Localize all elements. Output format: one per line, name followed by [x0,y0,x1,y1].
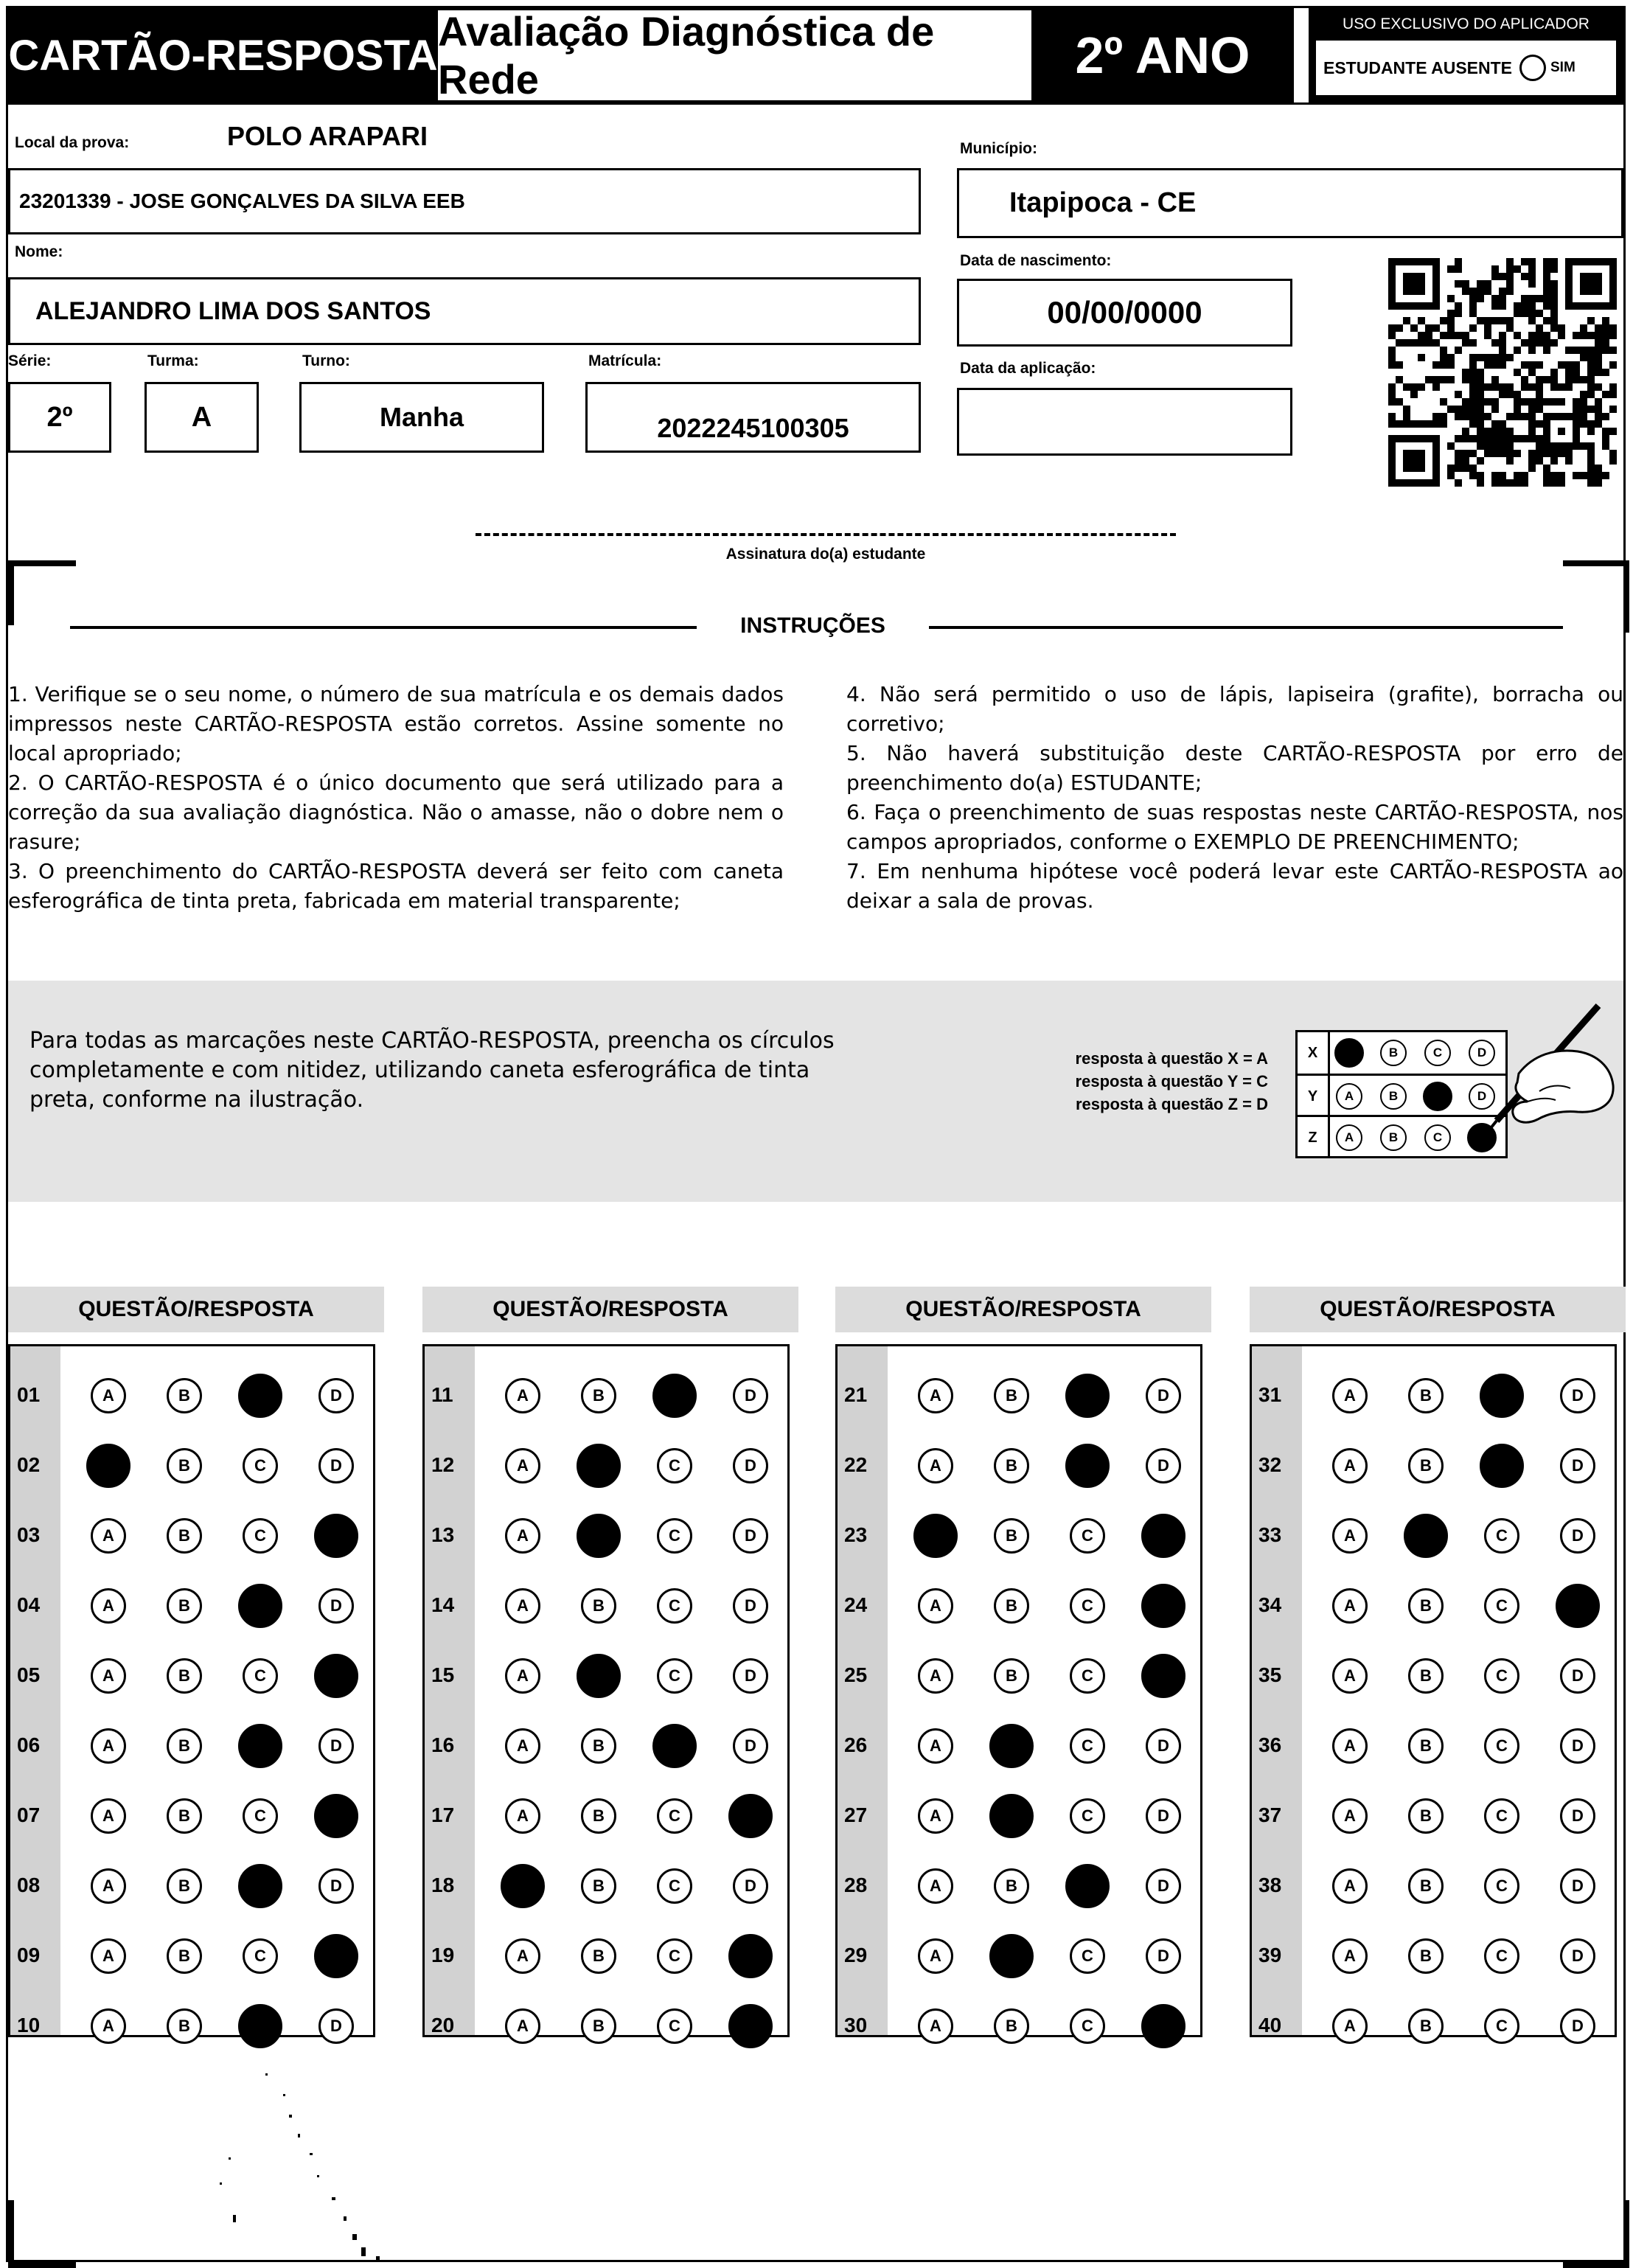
answer-bubble-q12-a[interactable]: A [505,1448,540,1483]
answer-bubble-q39-c[interactable]: C [1484,1938,1519,1974]
corner-mark-top-right [1563,560,1629,633]
answer-bubble-q14-b[interactable]: B [581,1588,616,1624]
question-number: 11 [431,1383,453,1406]
signature-line[interactable] [476,533,1176,536]
answer-bubble-q13-d[interactable]: D [733,1518,768,1554]
answer-bubble-q22-b[interactable]: B [994,1448,1029,1483]
question-number: 18 [431,1874,455,1896]
question-number: 09 [17,1944,41,1966]
name-field: ALEJANDRO LIMA DOS SANTOS [8,277,921,345]
fill-example-text: Para todas as marcações neste CARTÃO-RESPOSTA, preencha os círculos completamente e com nitidez, utilizando caneta esferográfica de tinta preta, conforme na ilustração. [29,1028,835,1113]
answer-bubble-q39-b[interactable]: B [1408,1938,1444,1974]
answer-bubble-q40-b[interactable]: B [1408,2008,1444,2044]
answer-bubble-q05-c[interactable]: C [243,1658,278,1694]
instruction-5: 5. Não haverá substituição deste CARTÃO-RESPOSTA por erro de preenchimento do(a) ESTUDANTE; [846,741,1623,795]
answer-bubble-q38-c[interactable]: C [1484,1868,1519,1904]
answer-bubble-q15-b[interactable] [577,1654,621,1698]
question-number: 19 [431,1944,455,1966]
class-label: Turma: [147,352,199,369]
answer-bubble-q18-a[interactable] [501,1864,545,1908]
legend-line-z: resposta à questão Z = D [1075,1095,1268,1113]
answer-bubble-q16-b[interactable]: B [581,1728,616,1764]
card-title: CARTÃO-RESPOSTA [8,8,438,102]
answer-bubble-q33-a[interactable]: A [1332,1518,1368,1554]
answer-bubble-q04-a[interactable]: A [91,1588,126,1624]
answer-bubble-q34-c[interactable]: C [1484,1588,1519,1624]
qr-code [1388,258,1617,487]
question-number: 26 [844,1733,868,1756]
answer-bubble-q06-c[interactable] [238,1724,282,1768]
absent-checkbox[interactable] [1519,55,1546,81]
answer-bubble-q36-c[interactable]: C [1484,1728,1519,1764]
answer-bubble-q30-b[interactable]: B [994,2008,1029,2044]
answer-bubble-q25-a[interactable]: A [918,1658,953,1694]
answer-bubble-q17-a[interactable]: A [505,1798,540,1834]
answer-bubble-q29-d[interactable]: D [1146,1938,1181,1974]
column-title: QUESTÃO/RESPOSTA [1250,1287,1626,1332]
answer-bubble-q02-c[interactable]: C [243,1448,278,1483]
answer-bubble-q11-b[interactable]: B [581,1378,616,1413]
answer-bubble-q04-c[interactable] [238,1584,282,1628]
answer-bubble-q23-a[interactable] [913,1514,958,1558]
answer-bubble-q40-a[interactable]: A [1332,2008,1368,2044]
question-number: 22 [844,1453,868,1476]
answer-bubble-q32-d[interactable]: D [1560,1448,1595,1483]
answer-bubble-q31-a[interactable]: A [1332,1378,1368,1413]
answer-bubble-q11-d[interactable]: D [733,1378,768,1413]
answer-bubble-q21-c[interactable] [1065,1374,1110,1418]
instruction-3: 3. O preenchimento do CARTÃO-RESPOSTA deverá ser feito com caneta esferográfica de tinta preta, fabricada em material transparente; [8,859,784,913]
question-number: 05 [17,1663,41,1686]
answer-bubble-q14-c[interactable]: C [657,1588,692,1624]
answer-bubble-q32-b[interactable]: B [1408,1448,1444,1483]
instruction-4: 4. Não será permitido o uso de lápis, lapiseira (grafite), borracha ou corretivo; [846,682,1623,736]
corner-mark-bottom-right [1563,2200,1629,2268]
answer-bubble-q10-b[interactable]: B [167,2008,202,2044]
answer-bubble-q35-b[interactable]: B [1408,1658,1444,1694]
grade-label: 2º ANO [1031,8,1294,102]
question-number: 38 [1258,1874,1282,1896]
answer-bubble-q36-b[interactable]: B [1408,1728,1444,1764]
answer-bubble-q12-d[interactable]: D [733,1448,768,1483]
answer-bubble-q24-c[interactable]: C [1070,1588,1105,1624]
answer-bubble-q04-d[interactable]: D [318,1588,354,1624]
legend-line-x: resposta à questão X = A [1075,1049,1268,1068]
answer-bubble-q02-a[interactable] [86,1444,130,1488]
answer-bubble-q30-d[interactable] [1141,2004,1185,2048]
instruction-2: 2. O CARTÃO-RESPOSTA é o único documento que será utilizado para a correção da sua avaliação diagnóstica. Não o amasse, não o dobre nem o rasure; [8,771,784,854]
answer-bubble-q20-c[interactable]: C [657,2008,692,2044]
registration-label: Matrícula: [588,352,662,369]
answer-bubble-q16-d[interactable]: D [733,1728,768,1764]
answer-bubble-q10-a[interactable]: A [91,2008,126,2044]
class-field: A [145,382,259,453]
answer-bubble-q31-d[interactable]: D [1560,1378,1595,1413]
answer-bubble-q28-b[interactable]: B [994,1868,1029,1904]
answer-bubble-q15-c[interactable]: C [657,1658,692,1694]
answer-bubble-q19-c[interactable]: C [657,1938,692,1974]
answer-bubble-q21-d[interactable]: D [1146,1378,1181,1413]
answer-bubble-q19-d[interactable] [728,1934,773,1978]
applicator-box [1309,8,1623,102]
question-number: 39 [1258,1944,1282,1966]
answer-bubble-q27-b[interactable] [989,1794,1034,1838]
municipality-field: Itapipoca - CE [957,168,1623,238]
answer-bubble-q25-b[interactable]: B [994,1658,1029,1694]
example-bubble-a: A [1336,1124,1362,1151]
answer-bubble-q22-a[interactable]: A [918,1448,953,1483]
answer-bubble-q11-a[interactable]: A [505,1378,540,1413]
answer-bubble-q25-c[interactable]: C [1070,1658,1105,1694]
question-number: 06 [17,1733,41,1756]
answer-bubble-q12-c[interactable]: C [657,1448,692,1483]
series-field: 2º [8,382,111,453]
question-number: 17 [431,1803,455,1826]
question-number: 15 [431,1663,455,1686]
registration-field: 2022245100305 [585,382,921,453]
example-bubble-b: B [1380,1124,1407,1151]
answer-bubble-q03-b[interactable]: B [167,1518,202,1554]
answer-bubble-q04-b[interactable]: B [167,1588,202,1624]
exam-location-value: POLO ARAPARI [227,121,428,151]
example-row-label: Y [1298,1076,1330,1117]
answer-bubble-q34-d[interactable] [1556,1584,1600,1628]
answer-bubble-q38-d[interactable]: D [1560,1868,1595,1904]
answer-bubble-q20-b[interactable]: B [581,2008,616,2044]
answer-bubble-q10-c[interactable] [238,2004,282,2048]
instructions-rule-right [929,626,1563,629]
answer-bubble-q06-b[interactable]: B [167,1728,202,1764]
question-number: 36 [1258,1733,1282,1756]
answer-bubble-q24-d[interactable] [1141,1584,1185,1628]
example-bubble-a [1334,1038,1364,1068]
answer-bubble-q01-d[interactable]: D [318,1378,354,1413]
answer-bubble-q07-c[interactable]: C [243,1798,278,1834]
answer-bubble-q08-d[interactable]: D [318,1868,354,1904]
answer-bubble-q21-b[interactable]: B [994,1378,1029,1413]
question-number: 35 [1258,1663,1282,1686]
answer-bubble-q27-a[interactable]: A [918,1798,953,1834]
legend-line-y: resposta à questão Y = C [1075,1072,1268,1090]
series-label: Série: [8,352,52,369]
answer-bubble-q01-b[interactable]: B [167,1378,202,1413]
question-number: 01 [17,1383,41,1406]
column-title: QUESTÃO/RESPOSTA [835,1287,1211,1332]
header-divider [8,102,1623,105]
question-number: 34 [1258,1593,1282,1616]
example-bubble-c: C [1424,1124,1451,1151]
application-date-field[interactable] [957,388,1292,456]
question-number: 21 [844,1383,868,1406]
birth-date-field: 00/00/0000 [957,279,1292,347]
example-bubble-c [1423,1082,1452,1111]
question-number: 32 [1258,1453,1282,1476]
answer-bubble-q17-d[interactable] [728,1794,773,1838]
answer-bubble-q37-c[interactable]: C [1484,1798,1519,1834]
answer-bubble-q31-b[interactable]: B [1408,1378,1444,1413]
answer-bubble-q37-a[interactable]: A [1332,1798,1368,1834]
answer-bubble-q27-c[interactable]: C [1070,1798,1105,1834]
shift-field: Manha [299,382,544,453]
answer-bubble-q35-d[interactable]: D [1560,1658,1595,1694]
answer-bubble-q11-c[interactable] [652,1374,697,1418]
answer-bubble-q28-d[interactable]: D [1146,1868,1181,1904]
question-number-strip [838,1346,888,2035]
question-number: 37 [1258,1803,1282,1826]
answer-bubble-q27-d[interactable]: D [1146,1798,1181,1834]
question-number: 29 [844,1944,868,1966]
answer-bubble-q22-c[interactable] [1065,1444,1110,1488]
instructions-rule-left [70,626,697,629]
question-number-strip [1252,1346,1302,2035]
shift-label: Turno: [302,352,350,369]
question-number: 16 [431,1733,455,1756]
answer-bubble-q19-b[interactable]: B [581,1938,616,1974]
answer-bubble-q32-a[interactable]: A [1332,1448,1368,1483]
answer-bubble-q09-d[interactable] [314,1934,358,1978]
answer-bubble-q08-a[interactable]: A [91,1868,126,1904]
answer-bubble-q38-a[interactable]: A [1332,1868,1368,1904]
question-number: 20 [431,2014,455,2036]
question-number: 23 [844,1523,868,1546]
hand-pen-icon [1474,1003,1622,1150]
question-number: 02 [17,1453,41,1476]
applicator-title: USO EXCLUSIVO DO APLICADOR [1343,15,1590,32]
answer-bubble-q37-b[interactable]: B [1408,1798,1444,1834]
question-number: 08 [17,1874,41,1896]
answer-bubble-q08-b[interactable]: B [167,1868,202,1904]
corner-mark-top-left [8,560,76,625]
corner-mark-bottom-left [8,2200,76,2268]
answer-bubble-q02-d[interactable]: D [318,1448,354,1483]
answer-bubble-q06-a[interactable]: A [91,1728,126,1764]
instruction-6: 6. Faça o preenchimento de suas respostas neste CARTÃO-RESPOSTA, nos campos apropriados, conforme o EXEMPLO DE PREENCHIMENTO; [846,800,1623,854]
answer-bubble-q19-a[interactable]: A [505,1938,540,1974]
instructions-right-column [846,680,1623,916]
birth-date-label: Data de nascimento: [960,252,1112,269]
answer-bubble-q17-b[interactable]: B [581,1798,616,1834]
answer-bubble-q32-c[interactable] [1480,1444,1524,1488]
answer-bubble-q40-c[interactable]: C [1484,2008,1519,2044]
answer-bubble-q26-c[interactable]: C [1070,1728,1105,1764]
question-number: 24 [844,1593,868,1616]
answer-bubble-q07-d[interactable] [314,1794,358,1838]
school-field: 23201339 - JOSE GONÇALVES DA SILVA EEB [8,168,921,234]
answer-bubble-q16-c[interactable] [652,1724,697,1768]
answer-bubble-q21-a[interactable]: A [918,1378,953,1413]
answer-bubble-q03-a[interactable]: A [91,1518,126,1554]
example-bubble-c: C [1424,1040,1451,1066]
answer-bubble-q12-b[interactable] [577,1444,621,1488]
signature-label: Assinatura do(a) estudante [725,546,926,563]
answer-bubble-q37-d[interactable]: D [1560,1798,1595,1834]
answer-bubble-q31-c[interactable] [1480,1374,1524,1418]
answer-bubble-q30-c[interactable]: C [1070,2008,1105,2044]
answer-bubble-q06-d[interactable]: D [318,1728,354,1764]
fill-example-legend [922,1047,1268,1116]
answer-bubble-q30-a[interactable]: A [918,2008,953,2044]
answer-bubble-q10-d[interactable]: D [318,2008,354,2044]
example-row-label: X [1298,1032,1330,1074]
question-number: 03 [17,1523,41,1546]
column-title: QUESTÃO/RESPOSTA [8,1287,384,1332]
answer-bubble-q09-b[interactable]: B [167,1938,202,1974]
answer-bubble-q05-a[interactable]: A [91,1658,126,1694]
answer-bubble-q16-a[interactable]: A [505,1728,540,1764]
question-number: 12 [431,1453,455,1476]
answer-bubble-q23-c[interactable]: C [1070,1518,1105,1554]
answer-bubble-q35-c[interactable]: C [1484,1658,1519,1694]
answer-bubble-q22-d[interactable]: D [1146,1448,1181,1483]
instruction-7: 7. Em nenhuma hipótese você poderá levar este CARTÃO-RESPOSTA ao deixar a sala de provas. [846,859,1623,913]
answer-bubble-q36-a[interactable]: A [1332,1728,1368,1764]
answer-bubble-q03-d[interactable] [314,1514,358,1558]
answer-bubble-q23-b[interactable]: B [994,1518,1029,1554]
answer-bubble-q38-b[interactable]: B [1408,1868,1444,1904]
answer-bubble-q39-a[interactable]: A [1332,1938,1368,1974]
scan-noise [206,2072,442,2264]
answer-bubble-q13-a[interactable]: A [505,1518,540,1554]
answer-bubble-q08-c[interactable] [238,1864,282,1908]
example-bubble-b: B [1380,1040,1407,1066]
absent-option-label: SIM [1550,60,1575,75]
question-number: 13 [431,1523,455,1546]
answer-bubble-q24-a[interactable]: A [918,1588,953,1624]
question-number: 28 [844,1874,868,1896]
instruction-1: 1. Verifique se o seu nome, o número de sua matrícula e os demais dados impressos neste CARTÃO-RESPOSTA estão corretos. Assine somente no local apropriado; [8,682,784,765]
question-number: 25 [844,1663,868,1686]
answer-bubble-q18-c[interactable]: C [657,1868,692,1904]
exam-title: Avaliação Diagnóstica de Rede [438,8,1031,102]
answer-bubble-q18-d[interactable]: D [733,1868,768,1904]
answer-bubble-q29-c[interactable]: C [1070,1938,1105,1974]
answer-bubble-q35-a[interactable]: A [1332,1658,1368,1694]
answer-bubble-q29-b[interactable] [989,1934,1034,1978]
question-number: 33 [1258,1523,1282,1546]
answer-bubble-q01-a[interactable]: A [91,1378,126,1413]
question-number: 27 [844,1803,868,1826]
answer-bubble-q40-d[interactable]: D [1560,2008,1595,2044]
answer-bubble-q23-d[interactable] [1141,1514,1185,1558]
exam-location-label: Local da prova: [15,134,130,151]
answer-bubble-q34-b[interactable]: B [1408,1588,1444,1624]
question-number-strip [425,1346,475,2035]
question-number: 30 [844,2014,868,2036]
answer-bubble-q29-a[interactable]: A [918,1938,953,1974]
question-number: 31 [1258,1383,1282,1406]
answer-bubble-q14-a[interactable]: A [505,1588,540,1624]
answer-bubble-q28-c[interactable] [1065,1864,1110,1908]
answer-bubble-q33-c[interactable]: C [1484,1518,1519,1554]
header-gap [1294,8,1309,102]
answer-bubble-q15-a[interactable]: A [505,1658,540,1694]
answer-bubble-q05-b[interactable]: B [167,1658,202,1694]
answer-bubble-q26-a[interactable]: A [918,1728,953,1764]
municipality-label: Município: [960,140,1037,157]
answer-bubble-q09-c[interactable]: C [243,1938,278,1974]
question-number-strip [10,1346,60,2035]
answer-bubble-q13-c[interactable]: C [657,1518,692,1554]
answer-bubble-q07-b[interactable]: B [167,1798,202,1834]
answer-bubble-q05-d[interactable] [314,1654,358,1698]
absent-field [1316,41,1616,95]
answer-bubble-q33-d[interactable]: D [1560,1518,1595,1554]
answer-bubble-q14-d[interactable]: D [733,1588,768,1624]
answer-bubble-q09-a[interactable]: A [91,1938,126,1974]
answer-bubble-q15-d[interactable]: D [733,1658,768,1694]
question-number: 07 [17,1803,41,1826]
question-number: 10 [17,2014,41,2036]
example-bubble-d: D [1469,1040,1495,1066]
answer-bubble-q07-a[interactable]: A [91,1798,126,1834]
answer-bubble-q36-d[interactable]: D [1560,1728,1595,1764]
answer-bubble-q34-a[interactable]: A [1332,1588,1368,1624]
example-bubble-d: D [1469,1083,1495,1110]
answer-bubble-q28-a[interactable]: A [918,1868,953,1904]
answer-bubble-q13-b[interactable] [577,1514,621,1558]
question-number: 40 [1258,2014,1282,2036]
answer-bubble-q02-b[interactable]: B [167,1448,202,1483]
name-label: Nome: [15,243,63,260]
column-title: QUESTÃO/RESPOSTA [422,1287,798,1332]
application-date-label: Data da aplicação: [960,360,1096,377]
answer-bubble-q24-b[interactable]: B [994,1588,1029,1624]
answer-bubble-q25-d[interactable] [1141,1654,1185,1698]
answer-bubble-q18-b[interactable]: B [581,1868,616,1904]
question-number: 14 [431,1593,455,1616]
answer-bubble-q20-a[interactable]: A [505,2008,540,2044]
example-row-label: Z [1298,1117,1330,1158]
question-number: 04 [17,1593,41,1616]
absent-label: ESTUDANTE AUSENTE [1323,58,1512,77]
answer-bubble-q03-c[interactable]: C [243,1518,278,1554]
answer-bubble-q20-d[interactable] [728,2004,773,2048]
instructions-left-column [8,680,784,916]
example-bubble-b: B [1380,1083,1407,1110]
answer-bubble-q33-b[interactable] [1404,1514,1448,1558]
example-bubble-a: A [1336,1083,1362,1110]
answer-bubble-q01-c[interactable] [238,1374,282,1418]
answer-bubble-q17-c[interactable]: C [657,1798,692,1834]
answer-bubble-q26-d[interactable]: D [1146,1728,1181,1764]
instructions-title: INSTRUÇÕES [740,613,885,638]
answer-bubble-q26-b[interactable] [989,1724,1034,1768]
answer-bubble-q39-d[interactable]: D [1560,1938,1595,1974]
